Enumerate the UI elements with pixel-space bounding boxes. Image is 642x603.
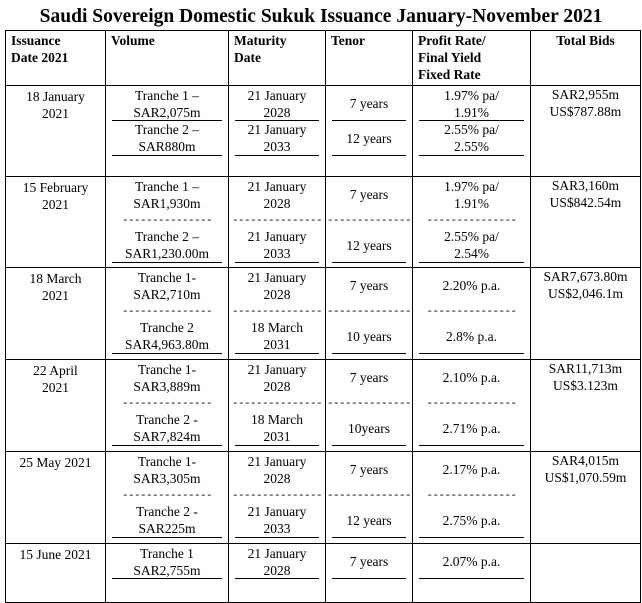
total-bids-cell xyxy=(531,360,641,452)
cell-line: 7 years xyxy=(349,95,389,111)
profit-rate-cell xyxy=(413,86,531,177)
cell-line: SAR4,963.80m xyxy=(124,337,209,352)
cell-line: 2021 xyxy=(42,380,69,395)
cell-line: Tranche 2 - xyxy=(136,412,198,427)
cell-line: 2021 xyxy=(42,288,69,303)
cell-line: SAR2,755m xyxy=(133,563,201,578)
cell-line: 21 January xyxy=(247,270,307,285)
cell-line: Tranche 1- xyxy=(137,454,197,469)
maturity-cell xyxy=(229,268,326,360)
cell-line: 2028 xyxy=(263,105,291,120)
separator-line xyxy=(112,537,222,538)
cell-line: 1.91% xyxy=(454,105,489,120)
separator-line xyxy=(419,445,524,446)
profit-rate-cell xyxy=(413,360,531,452)
cell-line: SAR2,955m xyxy=(551,87,620,102)
issuance-date-cell xyxy=(6,452,106,544)
cell-line: Tranche 1 xyxy=(140,546,194,561)
cell-line: US$787.88m xyxy=(549,104,622,119)
maturity-cell xyxy=(229,544,326,603)
separator-line xyxy=(112,353,222,354)
cell-line: SAR7,673.80m xyxy=(543,269,628,284)
separator-line xyxy=(235,578,319,579)
separator-dashes: - - - - - - - - - - - - - - - xyxy=(427,395,516,409)
cell-line: 2028 xyxy=(263,563,291,578)
cell-line: SAR11,713m xyxy=(548,361,623,376)
separator-line xyxy=(332,445,406,446)
maturity-cell xyxy=(229,86,326,177)
header-row xyxy=(6,31,641,86)
volume-cell xyxy=(106,177,229,268)
cell-line: 10 years xyxy=(346,328,392,344)
separator-line xyxy=(112,262,222,263)
table-row xyxy=(6,360,641,452)
sukuk-issuance-table xyxy=(5,30,641,603)
cell-line: US$842.54m xyxy=(549,195,622,210)
maturity-cell xyxy=(229,452,326,544)
cell-line: 7 years xyxy=(349,553,389,569)
header-issuance-date: Issuance Date 2021 xyxy=(6,31,106,86)
total-bids-cell xyxy=(531,544,641,603)
cell-line: 2.55% pa/ xyxy=(444,122,499,137)
total-bids-cell xyxy=(531,268,641,360)
cell-line: 2031 xyxy=(263,429,291,444)
cell-line: Tranche 2 – xyxy=(135,122,199,137)
separator-dashes: - - - - - - - - - - - - - - xyxy=(328,303,410,317)
cell-line: SAR225m xyxy=(138,521,196,536)
separator-line xyxy=(332,262,406,263)
separator-line xyxy=(235,155,319,156)
volume-cell xyxy=(106,86,229,177)
cell-line: 2.55% pa/ xyxy=(444,229,499,244)
cell-line: 2033 xyxy=(263,246,291,261)
cell-line: 12 years xyxy=(346,130,392,146)
page-title: Saudi Sovereign Domestic Sukuk Issuance January-November 2021 xyxy=(39,6,603,27)
cell-line: 2.71% p.a. xyxy=(442,420,501,436)
cell-line: SAR4,015m xyxy=(551,453,620,468)
cell-line: 21 January xyxy=(247,88,307,103)
cell-line: 21 January xyxy=(247,504,307,519)
profit-rate-cell xyxy=(413,544,531,603)
tenor-cell xyxy=(326,360,413,452)
profit-rate-cell xyxy=(413,452,531,544)
cell-line: SAR1,930m xyxy=(133,196,201,211)
tenor-cell xyxy=(326,268,413,360)
cell-line: Tranche 2 xyxy=(140,320,194,335)
separator-line xyxy=(235,445,319,446)
total-bids-cell xyxy=(531,452,641,544)
cell-line: US$1,070.59m xyxy=(544,470,627,485)
separator-line xyxy=(235,537,319,538)
separator-dashes: - - - - - - - - - - - - - - - xyxy=(233,395,321,409)
cell-line: 22 April xyxy=(33,363,78,378)
separator-line xyxy=(112,578,222,579)
cell-line: 18 March xyxy=(250,320,304,335)
cell-line: 18 March xyxy=(250,412,304,427)
separator-line xyxy=(235,353,319,354)
cell-line: Tranche 1- xyxy=(137,362,197,377)
header-maturity: Maturity Date xyxy=(229,31,326,86)
cell-line: SAR7,824m xyxy=(133,429,201,444)
separator-line xyxy=(332,537,406,538)
cell-line: 15 February xyxy=(22,180,89,195)
cell-line: 7 years xyxy=(349,186,389,202)
separator-line xyxy=(419,578,524,579)
cell-line: 7 years xyxy=(349,277,389,293)
cell-line: 1.91% xyxy=(454,196,489,211)
separator-line xyxy=(332,155,406,156)
cell-line: 21 January xyxy=(247,546,307,561)
cell-line: 2.17% p.a. xyxy=(442,461,501,477)
cell-line: 2033 xyxy=(263,139,291,154)
cell-line: 2028 xyxy=(263,379,291,394)
cell-line: 10years xyxy=(348,420,390,436)
cell-line: 25 May 2021 xyxy=(19,455,92,470)
cell-line: 15 June 2021 xyxy=(19,547,92,562)
profit-rate-cell xyxy=(413,268,531,360)
cell-line: SAR2,710m xyxy=(133,287,201,302)
separator-line xyxy=(235,262,319,263)
volume-cell xyxy=(106,360,229,452)
cell-line: Tranche 1 – xyxy=(135,179,199,194)
cell-line: Tranche 1 – xyxy=(135,88,199,103)
cell-line: 1.97% pa/ xyxy=(444,179,499,194)
cell-line: 2028 xyxy=(263,196,291,211)
separator-dashes: - - - - - - - - - - - - - - - xyxy=(427,487,516,501)
header-volume: Volume xyxy=(106,31,229,86)
separator-dashes: - - - - - - - - - - - - - - - xyxy=(123,395,211,409)
separator-dashes: - - - - - - - - - - - - - - xyxy=(328,487,410,501)
volume-cell xyxy=(106,452,229,544)
separator-line xyxy=(112,445,222,446)
separator-line xyxy=(419,353,524,354)
separator-dashes: - - - - - - - - - - - - - - - xyxy=(233,303,321,317)
issuance-date-cell xyxy=(6,544,106,603)
separator-dashes: - - - - - - - - - - - - - - - xyxy=(123,212,211,226)
separator-line xyxy=(419,262,524,263)
header-tenor: Tenor xyxy=(326,31,413,86)
total-bids-cell xyxy=(531,86,641,177)
separator-line xyxy=(419,537,524,538)
cell-line: SAR3,160m xyxy=(551,178,620,193)
table-row xyxy=(6,177,641,268)
table-row xyxy=(6,268,641,360)
volume-cell xyxy=(106,544,229,603)
issuance-date-cell xyxy=(6,177,106,268)
maturity-cell xyxy=(229,177,326,268)
profit-rate-cell xyxy=(413,177,531,268)
cell-line: SAR2,075m xyxy=(133,105,201,120)
cell-line: 2028 xyxy=(263,287,291,302)
cell-line: 2.55% xyxy=(454,139,489,154)
cell-line: 2.75% p.a. xyxy=(442,512,501,528)
separator-dashes: - - - - - - - - - - - - - - - xyxy=(427,212,516,226)
tenor-cell xyxy=(326,86,413,177)
cell-line: 2031 xyxy=(263,337,291,352)
separator-dashes: - - - - - - - - - - - - - - xyxy=(328,212,410,226)
cell-line: 2.54% xyxy=(454,246,489,261)
tenor-cell xyxy=(326,452,413,544)
cell-line: 7 years xyxy=(349,461,389,477)
separator-line xyxy=(112,155,222,156)
cell-line: 2.20% p.a. xyxy=(442,277,501,293)
cell-line: SAR3,889m xyxy=(133,379,201,394)
cell-line: 2021 xyxy=(42,197,69,212)
table-row xyxy=(6,544,641,603)
separator-dashes: - - - - - - - - - - - - - - - xyxy=(427,303,516,317)
maturity-cell xyxy=(229,360,326,452)
tenor-cell xyxy=(326,177,413,268)
cell-line: 12 years xyxy=(346,237,392,253)
separator-dashes: - - - - - - - - - - - - - - - xyxy=(233,487,321,501)
cell-line: US$3.123m xyxy=(553,378,618,393)
cell-line: SAR3,305m xyxy=(133,471,201,486)
separator-dashes: - - - - - - - - - - - - - - xyxy=(328,395,410,409)
header-profit-rate: Profit Rate/ Final Yield Fixed Rate xyxy=(413,31,531,86)
cell-line: 18 March xyxy=(29,271,82,286)
cell-line: 2021 xyxy=(42,106,69,121)
issuance-date-cell xyxy=(6,360,106,452)
tenor-cell xyxy=(326,544,413,603)
cell-line: 7 years xyxy=(349,369,389,385)
separator-line xyxy=(332,353,406,354)
total-bids-cell xyxy=(531,177,641,268)
cell-line: 2.8% p.a. xyxy=(446,328,497,344)
cell-line: Tranche 2 – xyxy=(135,229,199,244)
cell-line: 21 January xyxy=(247,229,307,244)
cell-line: SAR880m xyxy=(138,139,196,154)
header-total-bids: Total Bids xyxy=(531,31,641,86)
cell-line: 2033 xyxy=(263,521,291,536)
cell-line: 21 January xyxy=(247,179,307,194)
cell-line: Tranche 1- xyxy=(137,270,197,285)
separator-dashes: - - - - - - - - - - - - - - - xyxy=(123,303,211,317)
cell-line: 2028 xyxy=(263,471,291,486)
issuance-date-cell xyxy=(6,268,106,360)
table-row xyxy=(6,452,641,544)
cell-line: 18 January xyxy=(26,89,85,104)
cell-line: 21 January xyxy=(247,454,307,469)
issuance-date-cell xyxy=(6,86,106,177)
cell-line: 12 years xyxy=(346,512,392,528)
separator-line xyxy=(419,155,524,156)
cell-line: US$2,046.1m xyxy=(547,286,623,301)
cell-line: 21 January xyxy=(247,362,307,377)
separator-dashes: - - - - - - - - - - - - - - - xyxy=(123,487,211,501)
volume-cell xyxy=(106,268,229,360)
cell-line: 1.97% pa/ xyxy=(444,88,499,103)
cell-line: 21 January xyxy=(247,122,307,137)
separator-dashes: - - - - - - - - - - - - - - - xyxy=(233,212,321,226)
table-row xyxy=(6,86,641,177)
separator-line xyxy=(332,578,406,579)
cell-line: 2.07% p.a. xyxy=(442,553,501,569)
cell-line: SAR1,230.00m xyxy=(124,246,209,261)
cell-line: 2.10% p.a. xyxy=(442,369,501,385)
cell-line: Tranche 2 - xyxy=(136,504,198,519)
